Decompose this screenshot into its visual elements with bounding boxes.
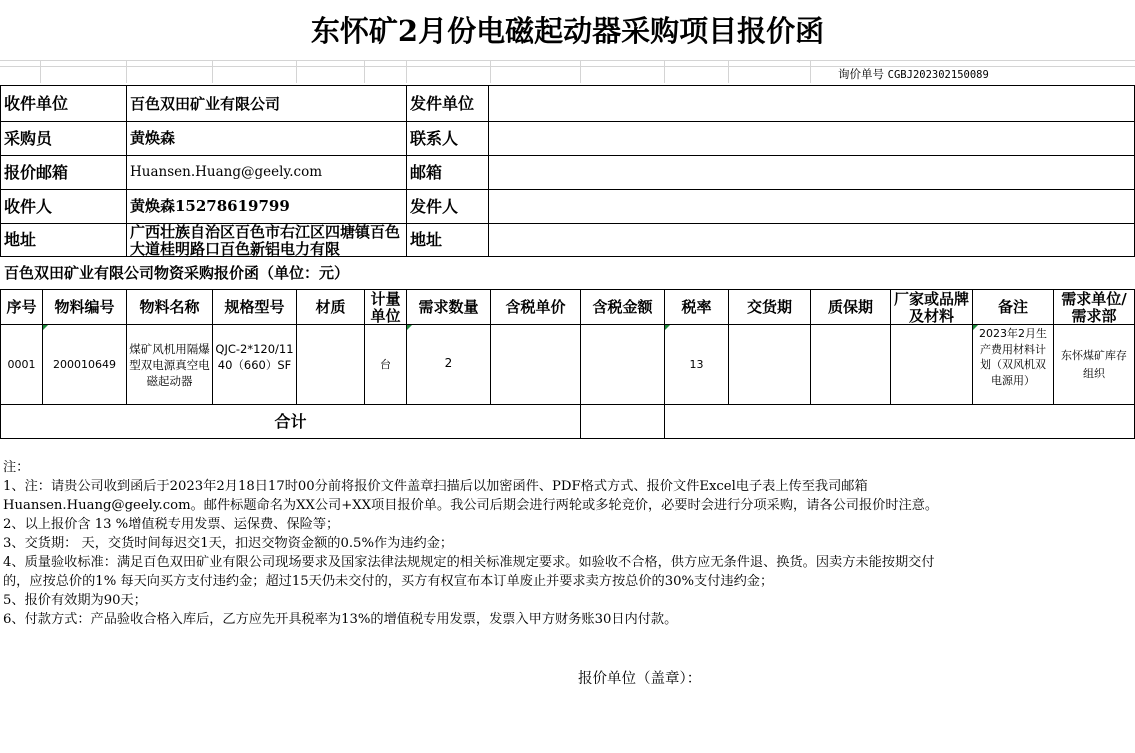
col-header-unit: 计量单位 (370, 291, 401, 324)
grid-line (810, 60, 811, 83)
rule (488, 85, 489, 256)
col-header-delivery: 交货期 (746, 298, 792, 316)
cell-marker (407, 325, 412, 330)
col-header-material: 材质 (315, 298, 346, 316)
recv-unit-value: 百色双田矿业有限公司 (130, 95, 281, 113)
grid-line (40, 60, 41, 83)
notes-block (3, 458, 1133, 629)
email-label: 报价邮箱 (4, 163, 69, 182)
cell-marker (43, 325, 48, 330)
grid-line (364, 60, 365, 83)
cell-brand[interactable] (891, 325, 972, 404)
stamp-label: 报价单位（盖章）： (578, 671, 702, 687)
total-label: 合计 (274, 412, 307, 431)
cell-amount[interactable] (581, 325, 664, 404)
buyer-value: 黄焕森 (130, 129, 176, 147)
email-value: Huansen.Huang@geely.com (130, 164, 323, 180)
note-line: 1、注：请贵公司收到函后于2023年2月18日17时00分前将报价文件盖章扫描后以加密函件、PDF格式方式、报价文件Excel电子表上传至我司邮箱 (3, 479, 868, 494)
col-header-code: 物料编号 (54, 298, 115, 316)
sender-label: 发件人 (410, 197, 459, 216)
col-header-amount: 含税金额 (592, 298, 653, 316)
note-line: 4、质量验收标准：满足百色双田矿业有限公司现场要求及国家法律法规规定的相关标准规定要求。如验收不合格，供方应无条件退、换货。因卖方未能按期交付 (3, 555, 935, 570)
recv-unit-label: 收件单位 (4, 94, 69, 113)
note-line: 的，应按总价的1% 每天向买方支付违约金；超过15天仍未交付的，买方有权宣布本订单废止并要求卖方按总价的30%支付违约金； (3, 574, 774, 589)
mailbox-label: 邮箱 (410, 163, 443, 182)
grid-line (126, 60, 127, 83)
address2-label: 地址 (410, 230, 443, 249)
rule (406, 85, 407, 256)
cell-dept: 东怀煤矿库存组织 (1061, 349, 1127, 380)
grid-line (406, 60, 407, 83)
rule (126, 85, 127, 256)
address-value: 广西壮族自治区百色市右江区四塘镇百色大道桂明路口百色新铝电力有限 (130, 224, 401, 256)
col-header-remark: 备注 (997, 298, 1028, 316)
col-header-seq: 序号 (6, 298, 37, 316)
grid-line (664, 60, 665, 83)
cell-remark: 2023年2月生产费用材料计划（双风机双电源用） (979, 327, 1047, 387)
grid-line (296, 60, 297, 83)
buyer-label: 采购员 (4, 129, 53, 148)
cell-unit: 台 (380, 358, 391, 371)
cell-code: 200010649 (53, 358, 116, 371)
section-title: 百色双田矿业有限公司物资采购报价函（单位：元） (4, 264, 350, 282)
grid-line (580, 60, 581, 83)
total-amount-cell[interactable] (581, 405, 664, 438)
inquiry-number-value: CGBJ202302150089 (887, 69, 989, 81)
col-header-dept: 需求单位/需求部 (1061, 291, 1127, 324)
cell-qty[interactable]: 2 (444, 356, 453, 370)
note-line: 6、付款方式：产品验收合格入库后，乙方应先开具税率为13%的增值税专用发票，发票入甲方财务账30日内付款。 (3, 612, 678, 627)
note-line: 注： (3, 460, 30, 475)
col-header-name: 物料名称 (139, 298, 200, 316)
grid-line (490, 60, 491, 83)
inquiry-number-row (838, 66, 989, 84)
col-header-spec: 规格型号 (224, 298, 285, 316)
cell-price[interactable] (491, 325, 580, 404)
contact-label: 联系人 (410, 129, 459, 148)
cell-marker (665, 325, 670, 330)
col-header-warranty: 质保期 (827, 298, 873, 316)
col-header-tax: 税率 (681, 298, 712, 316)
rule (0, 256, 1135, 257)
recipient-label: 收件人 (4, 197, 53, 216)
grid-line (0, 60, 1135, 61)
cell-seq: 0001 (7, 358, 36, 371)
col-header-brand: 厂家或品牌及材料 (893, 291, 969, 324)
send-unit-label: 发件单位 (410, 94, 475, 113)
cell-spec: QJC-2*120/1140（660）SF (215, 342, 294, 372)
recipient-value: 黄焕森15278619799 (130, 197, 290, 215)
rule (0, 438, 1135, 439)
page-title: 东怀矿2月份电磁起动器采购项目报价函 (310, 14, 825, 48)
cell-warranty[interactable] (811, 325, 890, 404)
grid-line (212, 60, 213, 83)
note-line: 3、交货期： 天，交货时间每迟交1天，扣迟交物资金额的0.5%作为违约金； (3, 536, 454, 551)
note-line: 5、报价有效期为90天； (3, 593, 147, 608)
cell-tax[interactable]: 13 (689, 358, 704, 371)
note-line: 2、以上报价含 13 %增值税专用发票、运保费、保险等； (3, 517, 340, 532)
cell-name: 煤矿风机用隔爆型双电源真空电磁起动器 (129, 342, 210, 388)
cell-material (297, 325, 364, 404)
rule (0, 85, 1, 256)
note-line: Huansen.Huang@geely.com。邮件标题命名为XX公司+XX项目报价单。我公司后期会进行两轮或多轮竞价，必要时会进行分项采购，请各公司报价时注意。 (3, 498, 939, 513)
col-header-qty: 需求数量 (418, 298, 479, 316)
cell-marker (973, 325, 978, 330)
cell-delivery[interactable] (729, 325, 810, 404)
col-header-price: 含税单价 (505, 298, 566, 316)
grid-line (728, 60, 729, 83)
inquiry-number-label: 询价单号 (838, 67, 884, 81)
address-label: 地址 (4, 230, 37, 249)
